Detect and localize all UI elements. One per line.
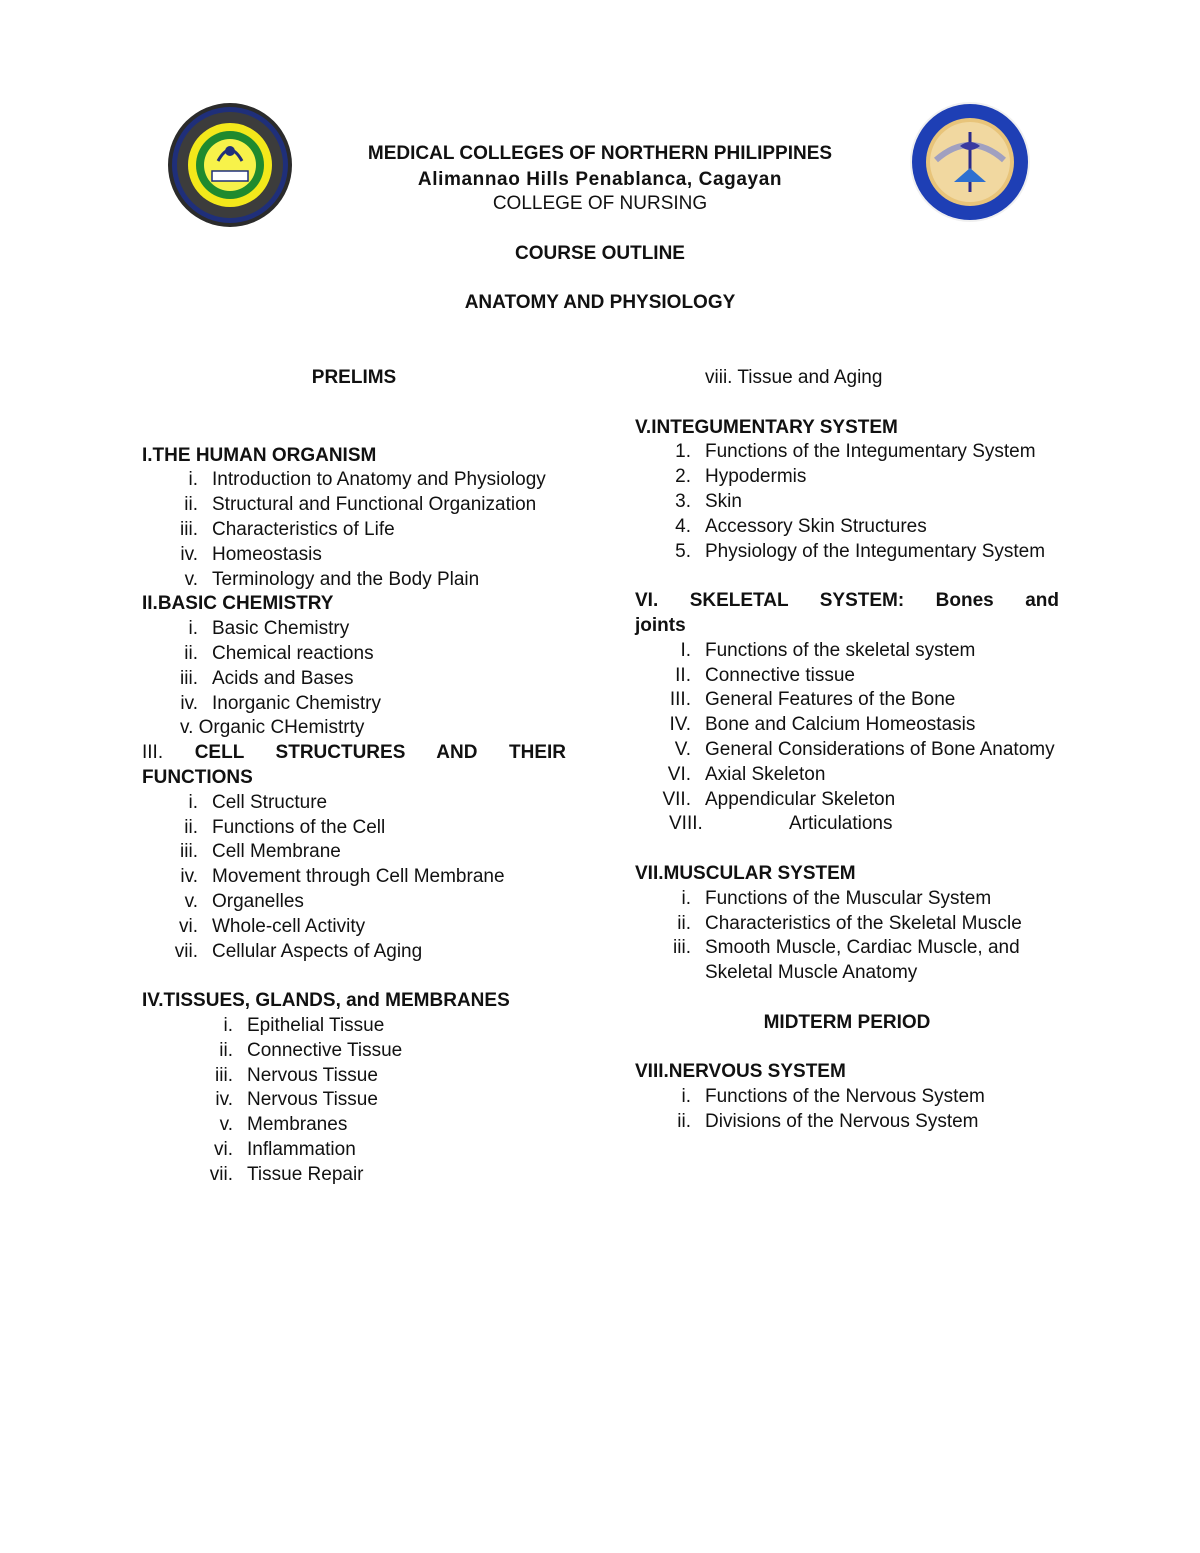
list-item: vi. Whole-cell Activity xyxy=(179,915,366,937)
list-item: ii. Divisions of the Nervous System xyxy=(677,1110,979,1132)
list-item: 4. Accessory Skin Structures xyxy=(675,515,927,537)
list-item: VI. Axial Skeleton xyxy=(667,763,826,785)
list-item: iii. Characteristics of Life xyxy=(180,518,395,540)
list-item: 3. Skin xyxy=(675,490,742,512)
cell-structures-list xyxy=(142,791,566,965)
human-organism-list xyxy=(142,468,566,592)
list-item: iii. Smooth Muscle, Cardiac Muscle, and Skeletal Muscle Anatomy xyxy=(673,937,1020,984)
list-item: VIII. Articulations xyxy=(669,813,893,835)
section-heading-human-organism: I.THE HUMAN ORGANISM xyxy=(142,444,377,466)
list-item: i. Introduction to Anatomy and Physiology xyxy=(188,469,546,491)
section-heading-basic-chemistry: II.BASIC CHEMISTRY xyxy=(142,593,334,615)
integumentary-list xyxy=(635,440,1059,564)
list-item: vi. Inflammation xyxy=(214,1138,356,1160)
right-column xyxy=(635,366,1059,1135)
list-item: iii. Nervous Tissue xyxy=(215,1064,378,1086)
college-name: COLLEGE OF NURSING xyxy=(492,193,708,214)
list-item: iv. Inorganic Chemistry xyxy=(180,692,381,714)
institution-address: Alimannao Hills Penablanca, Cagayan xyxy=(417,169,783,190)
list-item-tissue-and-aging: viii. Tissue and Aging xyxy=(705,367,883,388)
section-heading-nervous: VIII.NERVOUS SYSTEM xyxy=(635,1061,846,1083)
list-item: i. Cell Structure xyxy=(188,791,328,813)
midterm-period-heading: MIDTERM PERIOD xyxy=(763,1011,931,1033)
list-item: vii. Tissue Repair xyxy=(209,1163,364,1185)
list-item: ii. Chemical reactions xyxy=(184,642,374,664)
list-item: iii. Cell Membrane xyxy=(180,841,341,863)
list-item: iv. Homeostasis xyxy=(180,543,322,565)
college-of-nursing-seal-logo xyxy=(908,100,1032,224)
list-item: i. Basic Chemistry xyxy=(188,618,350,640)
section-heading-integumentary: V.INTEGUMENTARY SYSTEM xyxy=(635,416,898,438)
tissues-list xyxy=(142,1014,566,1188)
course-title-heading: ANATOMY AND PHYSIOLOGY xyxy=(464,292,736,313)
list-item: VII. Appendicular Skeleton xyxy=(662,788,896,810)
list-item: II. Connective tissue xyxy=(675,664,855,686)
list-item: v. Organelles xyxy=(184,890,304,912)
section-heading-tissues: IV.TISSUES, GLANDS, and MEMBRANES xyxy=(142,990,510,1012)
mcnp-seal-logo xyxy=(166,101,294,229)
list-item: 5. Physiology of the Integumentary System xyxy=(675,540,1046,562)
list-item: IV. Bone and Calcium Homeostasis xyxy=(669,714,976,736)
list-item: v. Membranes xyxy=(219,1114,348,1136)
list-item: ii. Functions of the Cell xyxy=(184,816,386,838)
list-item: ii. Structural and Functional Organization xyxy=(184,494,537,516)
institution-name: MEDICAL COLLEGES OF NORTHERN PHILIPPINES xyxy=(367,143,833,164)
list-item: ii. Connective Tissue xyxy=(219,1039,403,1061)
list-item: III. General Features of the Bone xyxy=(669,689,956,711)
list-item: iii. Acids and Bases xyxy=(180,667,354,689)
list-item: vii. Cellular Aspects of Aging xyxy=(174,940,423,962)
list-item: i. Functions of the Nervous System xyxy=(681,1086,985,1108)
list-item: iv. Nervous Tissue xyxy=(215,1089,378,1111)
document-type-heading: COURSE OUTLINE xyxy=(515,243,685,264)
list-item: ii. Characteristics of the Skeletal Muscle xyxy=(677,912,1022,934)
section-heading-muscular: VII.MUSCULAR SYSTEM xyxy=(635,862,856,884)
list-item: i. Functions of the Muscular System xyxy=(681,887,992,909)
nervous-list xyxy=(635,1085,1059,1135)
list-item: iv. Movement through Cell Membrane xyxy=(180,866,505,888)
list-item: v. Terminology and the Body Plain xyxy=(184,568,480,590)
list-item: i. Epithelial Tissue xyxy=(223,1014,385,1036)
list-item: 2. Hypodermis xyxy=(675,466,807,488)
section-heading-cell-structures: III. CELL STRUCTURES AND THEIR FUNCTIONS xyxy=(142,742,566,788)
list-item-organic-chemistry: v. Organic CHemistrty xyxy=(180,717,365,739)
left-column xyxy=(142,366,566,1188)
skeletal-list xyxy=(635,639,1059,837)
list-item: I. Functions of the skeletal system xyxy=(680,639,976,661)
prelims-heading: PRELIMS xyxy=(311,367,397,388)
list-item: V. General Considerations of Bone Anatomy xyxy=(674,738,1055,760)
basic-chemistry-list xyxy=(142,617,566,716)
muscular-list xyxy=(635,887,1059,986)
section-heading-skeletal: VI. SKELETAL SYSTEM: Bones and joints xyxy=(635,590,1059,636)
list-item: 1. Functions of the Integumentary System xyxy=(675,441,1036,463)
